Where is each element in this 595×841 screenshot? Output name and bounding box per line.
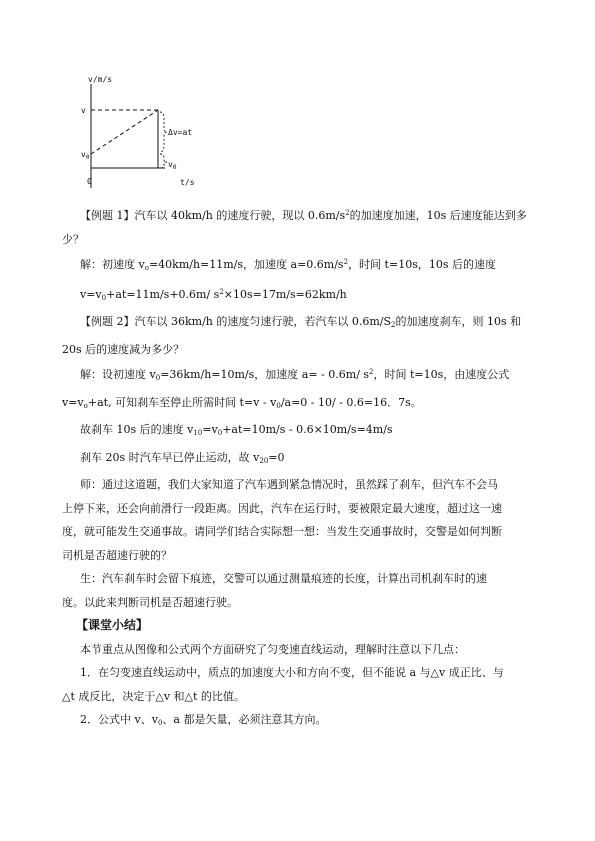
delta-v-label: Δv=at (168, 128, 193, 137)
solution-2-line-2: $v=v_o+at$, 可知刹车至停止所需时间 $t=v - v_0/a=0 - 10/ - 0.6=16$．7s。 (62, 395, 422, 410)
teacher-line-4: 司机是否超速行驶的？ (62, 548, 172, 562)
v0-brace (160, 154, 167, 168)
example-2-line-1: 【例题 2】汽车以 36km/h 的速度匀速行驶，若汽车以 $0.6m/S_2$的加速度刹车，则 10s 和 (80, 315, 522, 329)
velocity-line (91, 110, 158, 154)
example-1-line-2: 少？ (62, 232, 84, 246)
example-2-line-2: 20s 后的速度减为多少？ (62, 342, 185, 356)
y-axis-label: v/m/s (88, 75, 113, 84)
summary-heading: 【课堂小结】 (76, 618, 149, 632)
v-label: v (81, 106, 86, 115)
x-axis-label: t/s (180, 178, 195, 187)
delta-v-brace (160, 112, 167, 152)
solution-1-line-2: $v=v_0+at=11m/s+0.6m/$ $s^2\times 10s=17m/s=62km/h$ (80, 287, 347, 302)
velocity-time-diagram (70, 72, 270, 194)
v0-label: $v_0$ (81, 150, 90, 161)
summary-intro: 本节重点从图像和公式两个方面研究了匀变速直线运动，理解时注意以下几点： (80, 642, 465, 656)
teacher-line-1: 师：通过这道题，我们大家知道了汽车遇到紧急情况时，虽然踩了刹车，但汽车不会马 (80, 478, 498, 491)
solution-2-line-4: 刹车 20s 时汽车早已停止运动，故 $v_{20}=0$ (80, 450, 285, 465)
teacher-line-3: 度，就可能发生交通事故。请同学们结合实际想一想：当发生交通事故时，交警是如何判断 (62, 525, 502, 538)
solution-1-line-1: 解：初速度 $v_o=40km/h=11m/s$，加速度 $a=0.6m/s^2$，时间 t=10s，10s 后的速度 (80, 258, 496, 272)
solution-2-line-3: 故刹车 10s 后的速度 $v_{10}=v_0+at=10m/s - 0.6\times 10m/s=4m/s$ (80, 423, 393, 437)
student-line-2: 度。以此来判断司机是否超速行驶。 (62, 595, 238, 609)
teacher-line-2: 上停下来，还会向前滑行一段距离。因此，汽车在运行时，要被限定最大速度，超过这一速 (62, 501, 502, 515)
summary-point-2: 2．公式中 v、$v_0$、a 都是矢量，必须注意其方向。 (80, 713, 327, 727)
example-1-line-1: 【例题 1】汽车以 40km/h 的速度行驶，现以 $0.6m/s^2$的加速度加速，10s 后速度能达到多 (80, 209, 527, 222)
summary-point-1-line-1: 1．在匀变速直线运动中，质点的加速度大小和方向不变，但不能说 a 与△v 成正比、与 (80, 666, 504, 679)
solution-2-line-1: 解：设初速度 $v_0=36km/h=10m/s$，加速度 a= - 0.6m/ $s^2$，时间 t=10s，由速度公式 (80, 368, 510, 382)
vt-graph-svg (70, 72, 270, 194)
document-body (62, 202, 550, 736)
origin-label: 0 (87, 177, 92, 186)
student-line-1: 生：汽车刹车时会留下痕迹，交警可以通过测量痕迹的长度，计算出司机刹车时的速 (80, 572, 487, 585)
summary-point-1-line-2: △t 成反比，决定于△v 和△t 的比值。 (62, 689, 245, 703)
v0-brace-label: $v_0$ (168, 160, 177, 171)
